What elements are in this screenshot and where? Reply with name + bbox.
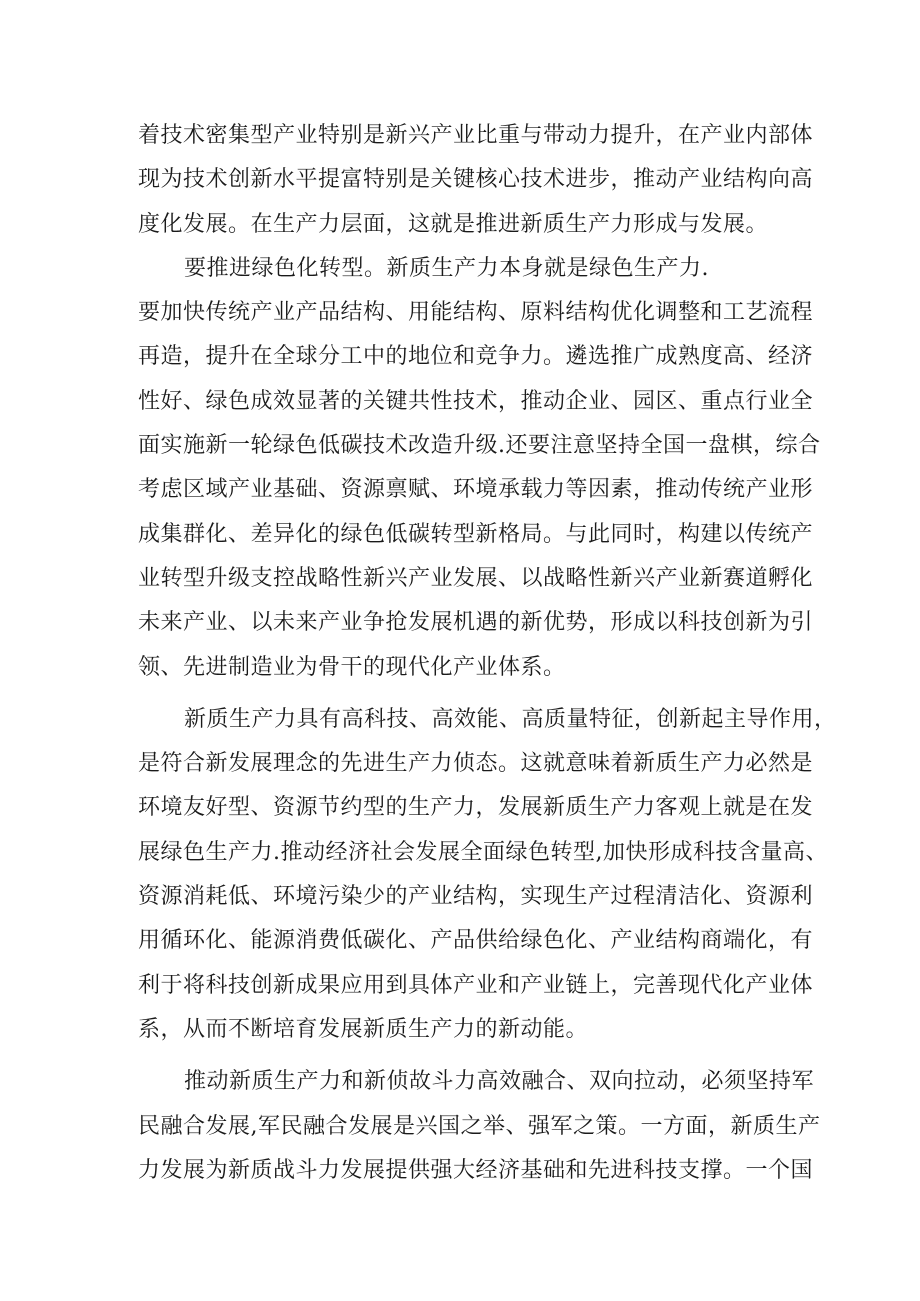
text-line: 新质生产力具有高科技、高效能、高质量特征，创新起主导作用， <box>184 706 837 732</box>
text-line: 业转型升级支控战略性新兴产业发展、以战略性新兴产业新赛道孵化 <box>138 565 814 591</box>
paragraph <box>138 114 814 247</box>
text-line: 推动新质生产力和新侦故斗力高效融合、双向拉动，必须坚持军 <box>184 1069 815 1095</box>
paragraph <box>138 1060 821 1193</box>
text-line: 资源消耗低、环境污染少的产业结构，实现生产过程清洁化、资源利 <box>138 884 814 910</box>
text-line: 民融合发展,军民融合发展是兴国之举、强军之策。一方面，新质生产 <box>138 1113 821 1139</box>
text-line: 要加快传统产业产品结构、用能结构、原料结构优化调整和工艺流程 <box>138 300 814 326</box>
text-line: 展绿色生产力.推动经济社会发展全面绿色转型,加快形成科技含量高、 <box>138 839 828 865</box>
text-line: 是符合新发展理念的先进生产力侦态。这就意味着新质生产力必然是 <box>138 751 814 777</box>
document-body <box>138 114 837 1193</box>
text-line: 着技术密集型产业特别是新兴产业比重与带动力提升，在产业内部体 <box>138 123 814 148</box>
text-line: 度化发展。在生产力层面，这就是推进新质生产力形成与发展。 <box>138 211 769 237</box>
text-line: 力发展为新质战斗力发展提供强大经济基础和先进科技支撑。一个国 <box>138 1157 814 1183</box>
paragraph <box>138 247 788 291</box>
text-line: 未来产业、以未来产业争抢发展机遇的新优势，形成以科技创新为引 <box>138 610 814 636</box>
text-line: 成集群化、差异化的绿色低碳转型新格局。与此同时，构建以传统产 <box>138 521 814 547</box>
text-line: 领、先进制造业为骨干的现代化产业体系。 <box>138 654 566 680</box>
text-line: 考虑区域产业基础、资源禀赋、环境承载力等因素，推动传统产业形 <box>138 477 814 503</box>
text-line: 系，从而不断培育发展新质生产力的新动能。 <box>138 1016 589 1042</box>
text-line: 面实施新一轮绿色低碳技术改造升级.还要注意坚持全国一盘棋，综合 <box>138 433 821 459</box>
text-line: 环境友好型、资源节约型的生产力，发展新质生产力客观上就是在发 <box>138 795 814 821</box>
text-line: 再造，提升在全球分工中的地位和竞争力。遴选推广成熟度高、经济 <box>138 344 814 370</box>
text-line: 用循环化、能源消费低碳化、产品供给绿色化、产业结构商端化，有 <box>138 928 814 954</box>
text-line: 性好、绿色成效显著的关键共性技术，推动企业、园区、重点行业全 <box>138 388 814 414</box>
paragraph <box>138 698 837 1052</box>
text-line: 现为技术创新水平提富特别是关键核心技术进步，推动产业结构向高 <box>138 167 814 193</box>
paragraph <box>138 291 821 690</box>
text-line: 利于将科技创新成果应用到具体产业和产业链上，完善现代化产业体 <box>138 972 814 998</box>
text-line: 要推进绿色化转型。新质生产力本身就是绿色生产力. <box>184 255 709 281</box>
